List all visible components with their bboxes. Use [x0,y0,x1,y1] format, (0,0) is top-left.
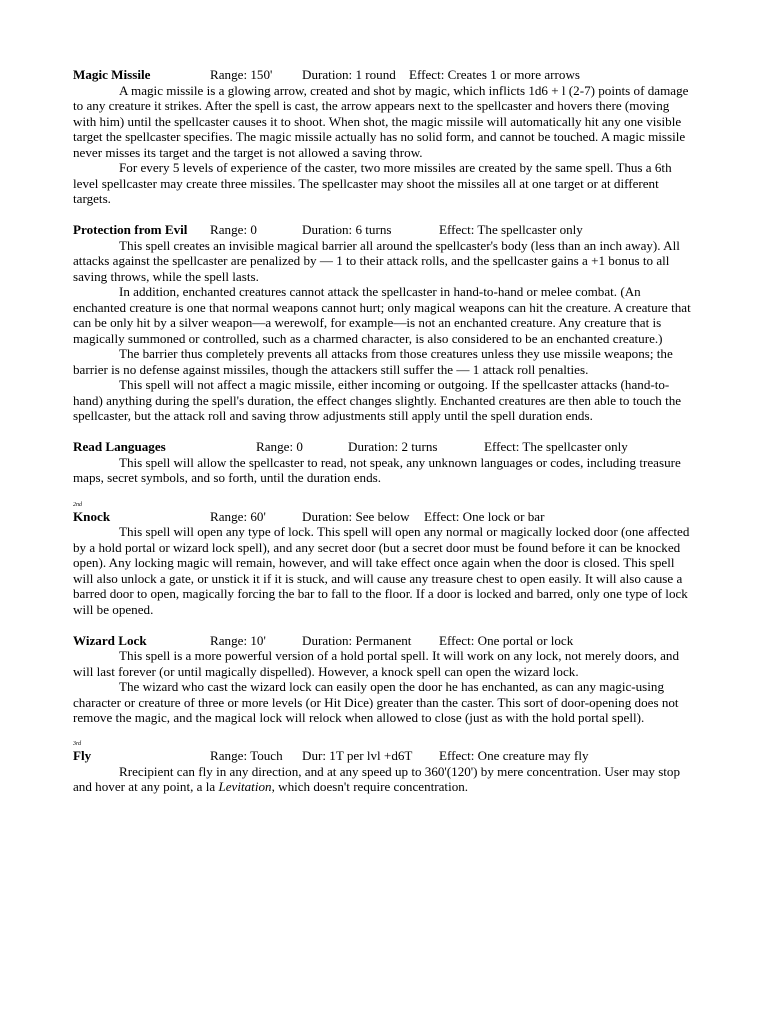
spell-range: Range: 60' [210,508,266,524]
spell-header [73,748,695,764]
spell-paragraph: This spell is a more powerful version of a hold portal spell. It will work on any lock, not merely doors, and will last forever (or until magically dispelled). However, a knock spell can open the wizard lock. [73,648,680,679]
spell-effect: Effect: One creature may fly [439,748,589,763]
text-run: , which doesn't require concentration. [271,779,469,794]
spell-effect: Effect: One portal or lock [439,632,574,648]
spell-paragraph: This spell will not affect a magic missile, either incoming or outgoing. If the spellcaster attacks (hand-to-hand) anything during the spell's duration, the effect changes slightly. Enchanted creatures are then able to touch the spellcaster, but the attack roll and saving throw adjustments still apply until the spell duration ends. [73,377,682,423]
spell-name: Knock [73,508,111,524]
spell-paragraph: The wizard who cast the wizard lock can easily open the door he has enchanted, as can any magic-using character or creature of three or more levels (or Hit Dice) greater than the caster. This sort of door-opening does not remove the magic, and the magical lock will relock when allowed to close (just as with the hold portal spell). [73,679,679,725]
spell-duration: Duration: See below [302,508,410,524]
spell-duration: Dur: 1T per lvl +d6T [302,748,413,763]
spell-paragraph: This spell will open any type of lock. This spell will open any normal or magically locked door (one affected by a hold portal or wizard lock spell), and any secret door (but a secret door must be found before it can be knocked open). Any locking magic will remain, however, and will take effect once again when the door is closed. This spell will also unlock a gate, or unstick it if it is stuck, and will cause any treasure chest to open easily. It will also cause a barred door to open, magically forcing the bar to fall to the floor. If a door is locked and barred, only one type of lock will be opened. [73,524,690,617]
spell-effect: Effect: One lock or bar [424,508,545,524]
spell-header [73,67,695,83]
spell-range: Range: 0 [256,439,303,454]
spell-header [73,509,695,525]
spell-range: Range: 0 [210,222,257,237]
spell-document [73,67,695,810]
spell-header [73,439,695,455]
spell-read-languages [73,439,695,486]
text-run: Rrecipient can fly in any direction, and at any speed up to 360'(120') by mere concentration. User may stop and hover at any point, a la [73,763,681,794]
spell-name: Magic Missile [73,67,151,82]
spell-range: Range: Touch [210,748,283,763]
spell-duration: Duration: 6 turns [302,222,392,237]
spell-reference-levitation: Levitation [218,779,272,794]
spell-effect: Effect: The spellcaster only [484,439,628,454]
spell-duration: Duration: 1 round [302,67,396,82]
spell-paragraph: This spell will allow the spellcaster to read, not speak, any unknown languages or codes, including treasure maps, secret symbols, and so forth, until the duration ends. [73,454,681,485]
spell-knock [73,502,695,618]
spell-fly [73,741,695,795]
spell-paragraph: This spell creates an invisible magical barrier all around the spellcaster's body (less than an inch away). All attacks against the spellcaster are penalized by — 1 to their attack rolls, and the spellcaster gains a +1 bonus to all saving throws, while the spell lasts. [73,237,680,284]
spell-effect: Effect: The spellcaster only [439,222,583,237]
spell-level-tag: 2nd [73,501,82,508]
spell-name: Protection from Evil [73,222,188,237]
spell-paragraph [73,764,695,795]
spell-header [73,222,695,238]
spell-range: Range: 10' [210,632,266,648]
spell-name: Fly [73,748,92,763]
spell-paragraph: For every 5 levels of experience of the caster, two more missiles are created by the same spell. Thus a 6th level spellcaster may create three missiles. The spellcaster may shoot the missiles all at one target or at different targets. [73,160,672,206]
spell-range: Range: 150' [210,67,273,82]
spell-header [73,633,695,649]
spell-level-tag: 3rd [73,741,82,747]
spell-protection-from-evil [73,222,695,424]
spell-duration: Duration: 2 turns [348,439,438,454]
spell-duration: Duration: Permanent [302,632,412,648]
spell-name: Read Languages [73,439,166,454]
spell-paragraph: A magic missile is a glowing arrow, created and shot by magic, which inflicts 1d6 + l (2-7) points of damage to any creature it strikes. After the spell is cast, the arrow appears next to the spellcaster and hovers there (moving with him) until the spellcaster causes it to shoot. When shot, the magic missile will automatically hit any one visible target the spellcaster specifies. The magic missile actually has no solid form, and cannot be touched. A magic missile never misses its target and the target is not allowed a saving throw. [73,82,689,160]
spell-name: Wizard Lock [73,632,147,648]
spell-wizard-lock [73,633,695,726]
spell-effect: Effect: Creates 1 or more arrows [409,67,580,82]
spell-paragraph: In addition, enchanted creatures cannot attack the spellcaster in hand-to-hand or melee combat. (An enchanted creature is one that normal weapons cannot hurt; only magical weapons can hit the creature. A creature that can be only hit by a silver weapon—a werewolf, for example—is not an enchanted creature. Any creature that is magically summoned or controlled, such as a charmed character, is also considered to be an enchanted creature.) [73,284,691,346]
spell-magic-missile [73,67,695,207]
spell-paragraph: The barrier thus completely prevents all attacks from those creatures unless they use missile weapons; the barrier is no defense against missiles, though the attackers still suffer the — 1 attack roll penalties. [73,346,673,377]
